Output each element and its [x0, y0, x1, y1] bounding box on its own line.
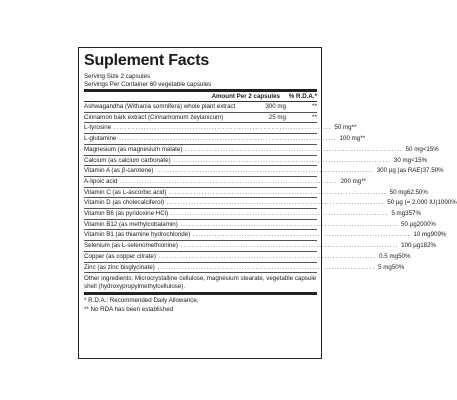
supplement-facts-panel — [78, 47, 457, 359]
nutrient-name-text: Magnesium (as magnesium malate) — [84, 145, 183, 153]
nutrient-name-text: Calcium (as calcium carbonate) — [84, 156, 171, 164]
nutrient-rda: ** — [351, 124, 357, 132]
header-amount: Amount Per 2 capsules — [211, 93, 280, 100]
table-row — [84, 102, 317, 113]
table-row — [84, 113, 317, 124]
nutrient-name-text: Vitamin B1 (as thiamine hydrochloride) — [84, 231, 191, 239]
nutrient-amount: 50 mg — [405, 145, 423, 153]
nutrient-amount: 50 µg — [401, 220, 417, 228]
table-row — [84, 134, 366, 145]
nutrient-name-text: Vitamin D (as cholecalciferol) — [84, 199, 165, 207]
nutrient-amount: 50 µg (= 2.000 IU) — [387, 199, 438, 207]
leader-dots: ................................................................................ — [166, 188, 387, 196]
leader-dots: ................................................................................ — [177, 242, 399, 250]
nutrient-name — [84, 157, 391, 164]
nutrient-rda: ** — [312, 113, 317, 121]
leader-dots: ................................................................................ — [168, 210, 389, 218]
nutrient-name-text: Zinc (as zinc bisglycinate) — [84, 263, 155, 271]
nutrient-name — [84, 178, 338, 185]
nutrient-name-text: L-glutamine — [84, 135, 117, 143]
other-ingredients: Other ingredients: Microcrystalline cellulose, magnesium stearate, vegetable capsule shell (hydroxypropylmethylcellulose). — [84, 275, 317, 290]
table-row — [84, 198, 457, 209]
nutrient-name — [84, 242, 398, 249]
leader-dots: ................................................................................ — [164, 199, 385, 207]
nutrient-name-text: Vitamin A (as β-carotene) — [84, 167, 154, 175]
nutrient-rda: 2000% — [416, 220, 436, 228]
leader-dots: ................................................................................ — [182, 145, 403, 153]
leader-dots: ................................................................................ — [117, 177, 338, 185]
nutrient-amount: 200 mg — [340, 177, 362, 185]
nutrient-name-text: Copper (as copper citrate) — [84, 252, 156, 260]
nutrient-amount: 0.5 mg — [379, 252, 399, 260]
table-row — [84, 123, 357, 134]
table-row — [84, 209, 421, 220]
nutrient-amount: 100 µg — [401, 242, 421, 250]
leader-dots: ................................................................................ — [111, 124, 332, 132]
nutrient-amount: 300 mg — [265, 103, 286, 110]
nutrient-name — [84, 253, 376, 260]
nutrient-amount: 5 mg — [378, 263, 392, 271]
footnote-rda: * R.D.A.: Recommended Daily Allowance, — [84, 297, 199, 305]
leader-dots: ................................................................................ — [153, 167, 374, 175]
nutrient-amount: 30 mg — [393, 156, 412, 164]
nutrient-name-text: A-lipoic acid — [84, 177, 118, 185]
nutrient-name — [84, 189, 387, 196]
leader-dots: ................................................................................ — [154, 263, 376, 271]
header-rda: % R.D.A.* — [288, 93, 317, 100]
nutrient-rda: 357% — [405, 210, 421, 218]
nutrient-name-text: Vitamin B12 (as methylcobalamin) — [84, 220, 178, 228]
nutrient-amount: 5 mg — [391, 210, 406, 218]
table-row — [84, 220, 436, 231]
nutrient-amount: 50 mg — [334, 124, 352, 132]
nutrient-name — [84, 103, 262, 110]
nutrient-rda: 37.50% — [422, 167, 444, 175]
servings-per-container: Servings Per Container 60 vegetable capsules — [84, 81, 212, 88]
nutrient-rda: 50% — [391, 263, 405, 271]
table-header — [84, 92, 317, 101]
nutrient-name-text: Vitamin B6 (as pyridoxine HCl) — [84, 210, 169, 218]
nutrient-name — [84, 167, 374, 174]
nutrient-amount: 100 mg — [339, 135, 361, 143]
leader-dots: ................................................................................ — [116, 135, 337, 143]
leader-dots: ................................................................................ — [190, 231, 411, 239]
nutrient-name — [84, 210, 388, 217]
nutrient-name — [84, 221, 398, 228]
nutrient-rda: <15% — [422, 145, 439, 153]
nutrient-amount: 300 µg (as RAE) — [376, 167, 423, 175]
panel-title: Suplement Facts — [84, 52, 210, 69]
nutrient-name-text: Selenium (as L-selenomethionine) — [84, 242, 178, 250]
nutrient-rda: ** — [312, 103, 317, 110]
nutrient-name-text: Cinnamon bark extract (Cinnamomum zeylanicum) — [84, 113, 224, 121]
nutrient-rda: 1000% — [437, 199, 457, 207]
table-row — [84, 252, 411, 263]
nutrient-rda: 909% — [430, 231, 447, 239]
table-row — [84, 263, 405, 274]
leader-dots: ................................................................................ — [177, 220, 399, 228]
nutrient-rda: 182% — [420, 242, 437, 250]
nutrient-name — [84, 124, 331, 131]
nutrient-name-text: Vitamin C (as L-ascorbic acid) — [84, 188, 167, 196]
nutrient-amount: 10 mg — [413, 231, 431, 239]
nutrient-name-text: Ashwagandha (Withania somnifera) whole plant extract — [84, 103, 236, 110]
nutrient-table — [84, 102, 457, 273]
nutrient-name — [84, 231, 410, 238]
table-row — [84, 145, 439, 156]
nutrient-name — [84, 114, 266, 121]
table-row — [84, 156, 428, 167]
footnote-no-rda: ** No RDA has been established — [84, 306, 174, 314]
nutrient-name-text: L-tyrosine — [84, 124, 112, 132]
nutrient-rda: ** — [360, 135, 366, 143]
footnotes — [84, 295, 317, 314]
table-row — [84, 177, 367, 188]
nutrient-name — [84, 135, 337, 142]
nutrient-name — [84, 264, 375, 271]
leader-dots: ................................................................................ — [155, 252, 377, 260]
nutrient-rda: 50% — [398, 252, 411, 260]
nutrient-name — [84, 199, 384, 206]
table-row — [84, 241, 437, 252]
table-row — [84, 166, 444, 177]
nutrient-rda: 62.50% — [406, 188, 428, 196]
nutrient-name — [84, 146, 403, 153]
nutrient-rda: ** — [361, 177, 367, 185]
leader-dots: ................................................................................ — [170, 156, 391, 164]
table-row — [84, 188, 428, 199]
serving-size: Serving Size 2 capsules — [84, 73, 151, 80]
table-row — [84, 230, 447, 241]
nutrient-rda: <15% — [411, 156, 428, 164]
nutrient-amount: 50 mg — [389, 188, 407, 196]
nutrient-amount: 25 mg — [268, 113, 286, 121]
